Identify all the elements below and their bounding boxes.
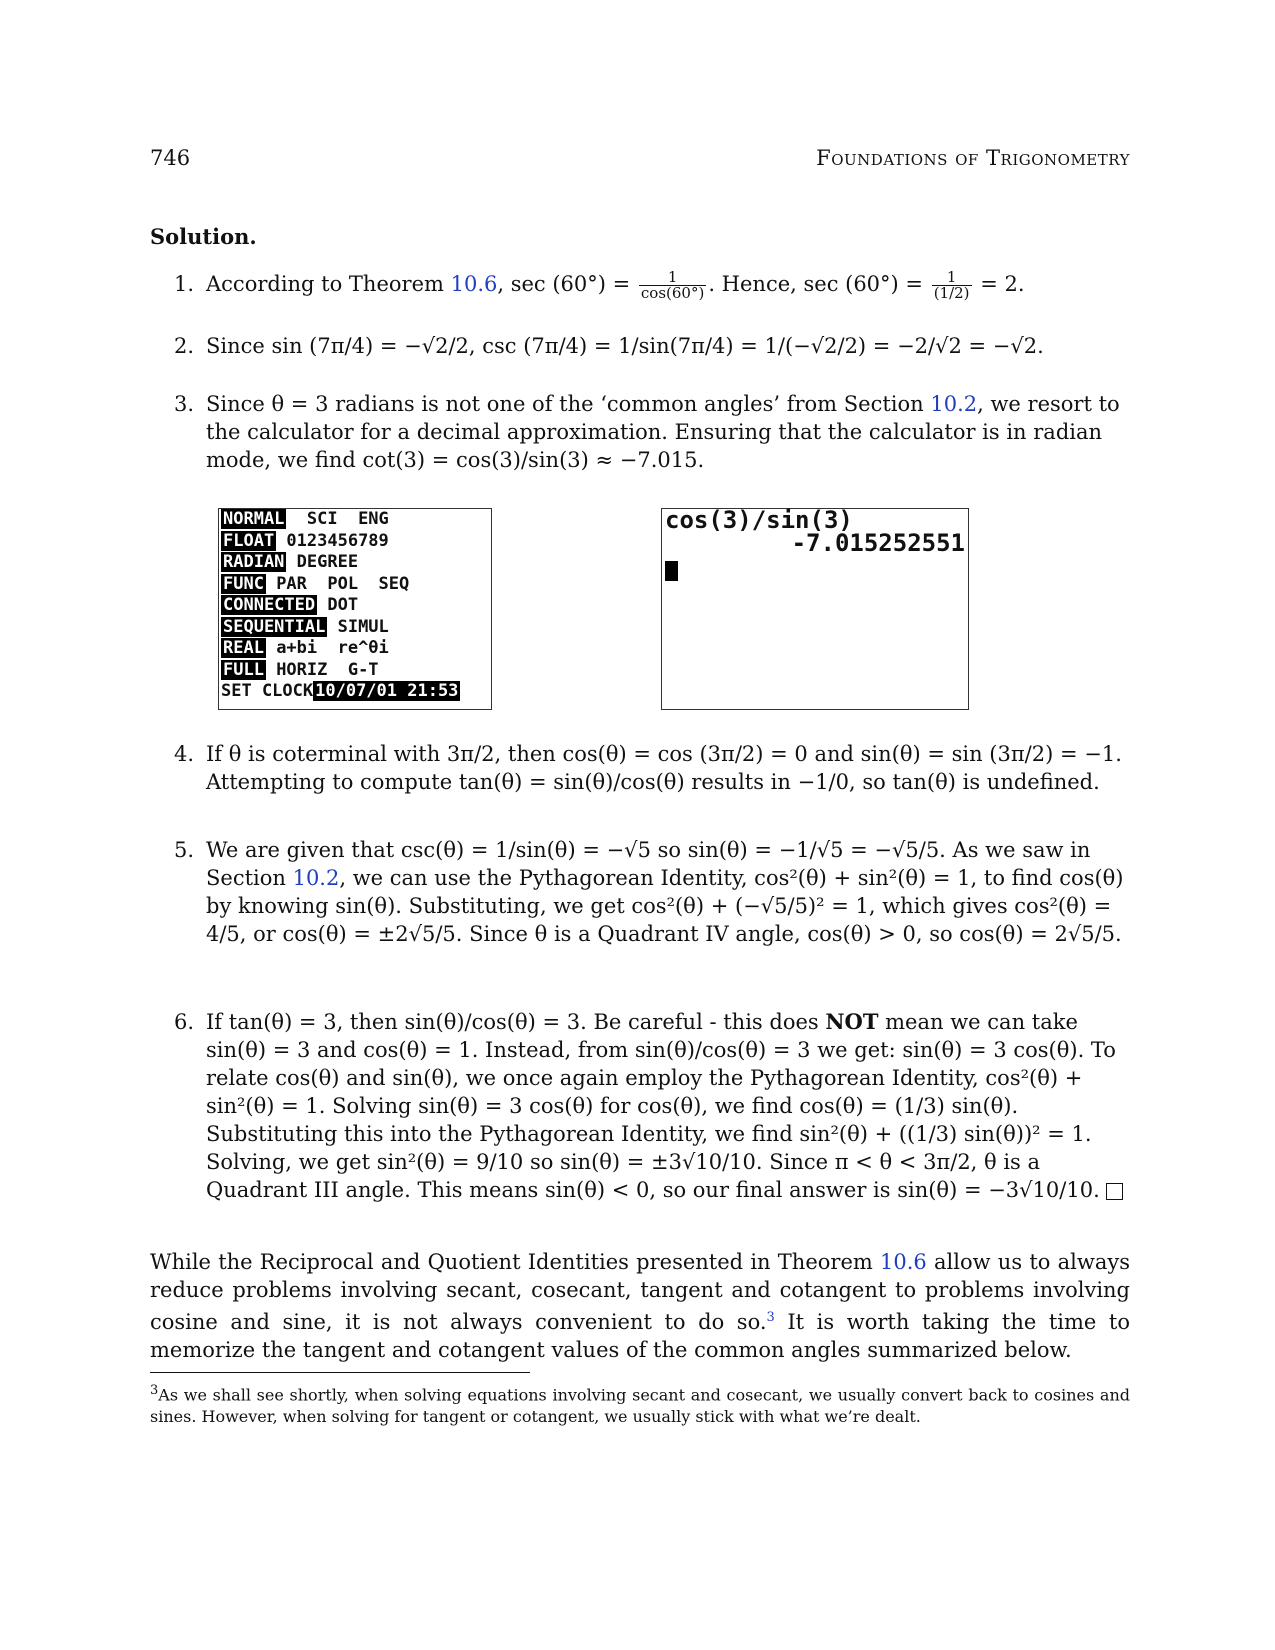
page-number: 746 (150, 146, 191, 170)
item-text: , sec (60°) = (497, 272, 637, 296)
item-number: 3. (174, 392, 195, 416)
calculator-home-screen (661, 508, 969, 710)
calculator-mode-screen (218, 508, 492, 710)
mode-row: SEQUENTIAL SIMUL (223, 616, 389, 637)
item-text: . Hence, sec (60°) = (708, 272, 930, 296)
fraction: $\frac{1}{\cos(60^\circ)}$ (640, 268, 705, 302)
running-title: Foundations of Trigonometry (816, 146, 1130, 170)
mode-row: RADIAN DEGREE (223, 552, 359, 572)
item-text: = 2. (973, 272, 1025, 296)
solution-item-3 (174, 390, 1129, 474)
mode-row: FUNC PAR POL SEQ (223, 573, 410, 594)
item-number: 5. (174, 838, 195, 862)
item-text: Since θ = 3 radians is not one of the ‘common angles’ from Section (206, 392, 931, 416)
item-number: 6. (174, 1010, 195, 1034)
solution-item-6 (174, 1008, 1129, 1204)
item-text: We are given that csc(θ) = 1/sin(θ) = −√5 so sin(θ) = −1/√5 = −√5/5. As we saw in Section (206, 838, 1091, 890)
solution-item-2 (174, 332, 1129, 360)
calc-output: -7.015252551 (791, 529, 965, 557)
calc-input: cos(3)/sin(3) (665, 506, 853, 534)
running-head (150, 146, 1130, 170)
solution-label: Solution. (150, 224, 257, 249)
item-text: mean we can take sin(θ) = 3 and cos(θ) = 1. Instead, from sin(θ)/cos(θ) = 3 we get: sin(θ) = 3 cos(θ). To relate cos(θ) and sin(θ), we once again employ the Pythagorean Identity, cos²(θ) + sin²(θ) = 1. Solving sin(θ) = 3 cos(θ) for cos(θ), we find cos(θ) = (1/3) sin(θ). Substituting this into the Pythagorean Identity, we find sin²(θ) + ((1/3) sin(θ))² = 1. Solving, we get sin²(θ) = 9/10 so sin(θ) = ±3√10/10. Since π < θ < 3π/2, θ is a Quadrant III angle. This means sin(θ) < 0, so our final answer is sin(θ) = −3√10/10. (206, 1010, 1116, 1202)
section-link[interactable]: 10.2 (292, 866, 340, 890)
item-text: , we resort to the calculator for a decimal approximation. Ensuring that the calculator is in radian mode, we find cot(3) = cos(3)/sin(3) ≈ −7.015. (206, 392, 1120, 472)
theorem-link[interactable]: 10.6 (880, 1250, 927, 1274)
item-number: 4. (174, 742, 195, 766)
emphasis: NOT (825, 1009, 879, 1034)
item-text: If tan(θ) = 3, then sin(θ)/cos(θ) = 3. Be careful - this does (206, 1010, 826, 1034)
item-text: If θ is coterminal with 3π/2, then cos(θ) = cos (3π/2) = 0 and sin(θ) = sin (3π/2) = −1. Attempting to compute tan(θ) = sin(θ)/cos(θ) results in −1/0, so tan(θ) is undefined. (206, 742, 1122, 794)
footnote-number: 3 (150, 1383, 159, 1398)
fraction: $\frac{1}{(1/2)}$ (933, 268, 970, 302)
section-link[interactable]: 10.2 (930, 392, 978, 416)
footnote-text: As we shall see shortly, when solving equations involving secant and cosecant, we usually convert back to cosines and sines. However, when solving for tangent or cotangent, we usually stick with what we’re dealt. (150, 1385, 1130, 1427)
mode-row: REAL a+bi re^θi (223, 638, 389, 658)
solution-item-5 (174, 836, 1129, 948)
mode-row: FLOAT 0123456789 (223, 530, 389, 551)
cursor-icon (665, 561, 678, 581)
footnote-rule (150, 1372, 530, 1373)
solution-item-1 (174, 270, 1129, 301)
qed-icon (1106, 1183, 1123, 1200)
item-text: Since sin (7π/4) = −√2/2, csc (7π/4) = 1/sin(7π/4) = 1/(−√2/2) = −2/√2 = −√2. (206, 334, 1044, 358)
mode-row-clock: SET CLOCK 10/07/01 21:53 (221, 681, 459, 701)
solution-item-4 (174, 740, 1129, 796)
footnote (150, 1380, 1130, 1428)
item-number: 2. (174, 334, 195, 358)
mode-row: NORMAL SCI ENG (223, 509, 389, 529)
mode-row: CONNECTED DOT (223, 595, 359, 615)
item-text: , we can use the Pythagorean Identity, cos²(θ) + sin²(θ) = 1, to find cos(θ) by knowing sin(θ). Substituting, we get cos²(θ) + (−√5/5)² = 1, which gives cos²(θ) = 4/5, or cos(θ) = ±2√5/5. Since θ is a Quadrant IV angle, cos(θ) > 0, so cos(θ) = 2√5/5. (206, 866, 1124, 946)
item-number: 1. (174, 272, 195, 296)
theorem-link[interactable]: 10.6 (450, 272, 498, 296)
item-text: According to Theorem (206, 272, 451, 296)
footnote-mark[interactable]: 3 (766, 1310, 775, 1325)
mode-row: FULL HORIZ G-T (223, 659, 379, 680)
body-paragraph: While the Reciprocal and Quotient Identities presented in Theorem 10.6 allow us to always reduce problems involving secant, cosecant, tangent and cotangent to problems involving cosine and sine, it is not always convenient to do so.$^3$ It is worth taking the time to memorize the tangent and cotangent values of the common angles summarized below. (150, 1250, 1131, 1362)
